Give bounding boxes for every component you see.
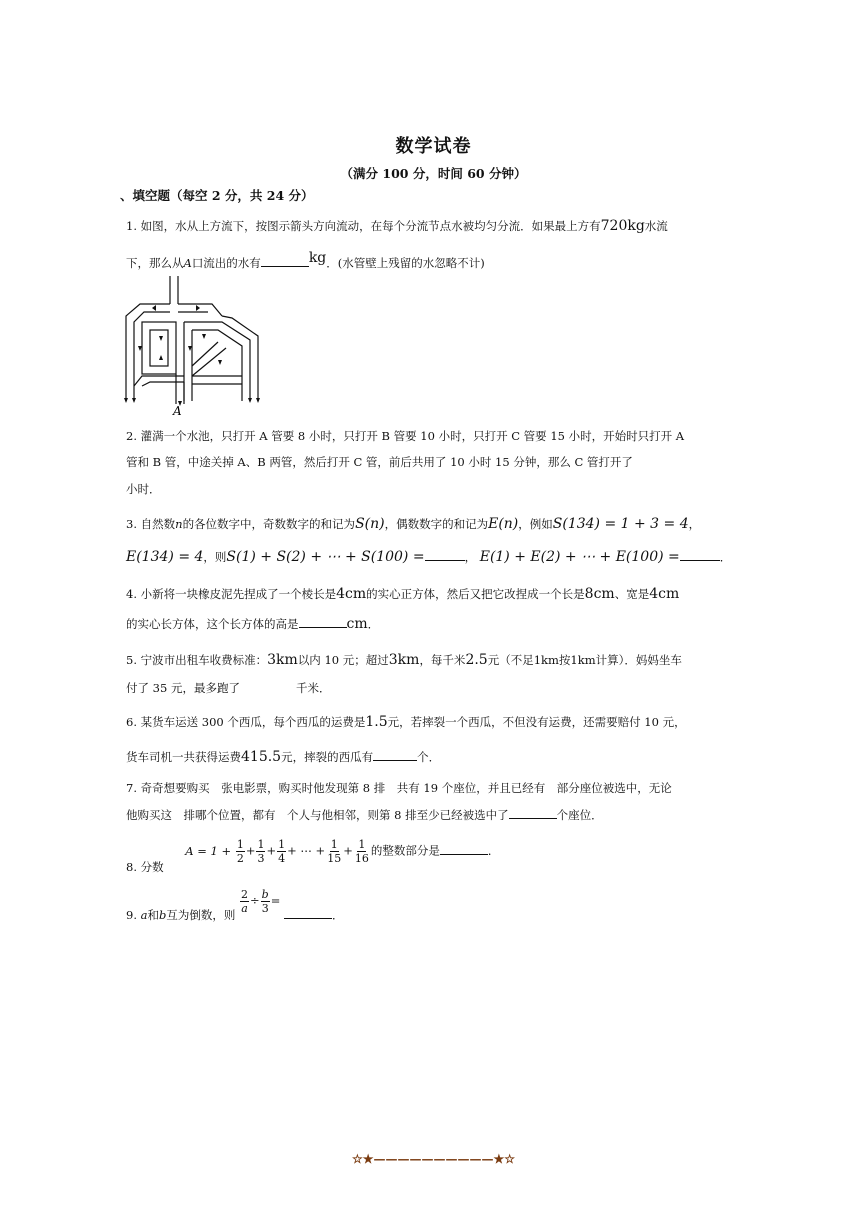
question-text: 的整数部分是 [370,843,440,858]
math-expr: + ⋯ + [287,843,326,858]
answer-blank[interactable] [299,615,347,628]
math-value: 415.5 [241,749,282,765]
question-text: 和 [147,907,159,922]
question-text: ，则 [203,550,227,564]
question-text: 5. 宁波市出租车收费标准： [126,653,268,667]
question-text: 的实心正方体，然后又把它改捏成一个长是 [366,587,585,601]
question-text: ． [487,843,500,858]
math-unit: kg [308,250,327,266]
fraction-denominator: 2 [236,852,244,865]
question-text: 货车司机一共获得运费 [126,750,241,764]
math-expr: A = 1 + [185,843,232,858]
math-var: A [183,256,192,270]
fraction-numerator: 2 [241,888,249,901]
question-8-line: 8. 分数 A = 1 + $\frac{1}{2}$ + $\frac{1}{3}$ + $\frac{1}{4}$ + ⋯ + $\frac{1}{15}$ + $\frac{1}{16}$ 的整数部分是 ． [126,838,500,874]
fraction-numerator: 1 [330,838,338,851]
outlet-label-a: A [173,404,182,416]
question-5-line-1 [126,652,682,668]
question-text: 他购买这 排哪个位置，都有 个人与他相邻，则第 8 排至少已经被选中了 [126,808,509,822]
question-4-line-1 [126,586,679,602]
question-text: 付了 35 元，最多跑了 [126,681,240,695]
question-text: ， [688,517,701,531]
fraction [326,838,342,865]
fraction [354,838,370,865]
question-4-line-2 [126,615,379,632]
question-2-line-1: 2. 灌满一个水池，只打开 A 管要 8 小时，只打开 B 管要 10 小时，只打开 C 管要 15 小时，开始时只打开 A [126,429,685,443]
question-text: 互为倒数，则 [166,907,236,922]
question-7-line-1: 7. 奇奇想要购买 张电影票，购买时他发现第 8 排 共有 19 个座位，并且已经有 部分座位被选中，无论 [126,781,672,795]
answer-blank[interactable] [440,842,488,855]
math-var: b [159,907,167,922]
math-value: 1km [533,653,559,667]
question-text: 9. [126,907,137,922]
question-text: 6. 某货车运送 300 个西瓜，每个西瓜的运费是 [126,715,366,729]
question-text: ． [719,550,732,564]
question-text: 口流出的水有 [191,256,261,270]
math-expr: E(n) [488,516,519,532]
question-text: 个座位． [556,808,603,822]
question-text: ． [332,907,344,922]
question-text: ．(水管壁上残留的水忽略不计) [326,256,485,270]
question-text: 4. 小新将一块橡皮泥先捏成了一个棱长是 [126,587,337,601]
math-value: 4cm [336,586,367,602]
question-text: 的实心长方体，这个长方体的高是 [126,617,299,631]
question-text: ，偶数数字的和记为 [384,517,489,531]
fraction-numerator: 1 [236,838,244,851]
question-2-line-2: 管和 B 管，中途关掉 A、B 两管，然后打开 C 管，前后共用了 10 小时 15 分钟，那么 C 管打开了 [126,455,633,469]
question-text: ． [367,617,380,631]
math-expr: S(n) [355,516,385,532]
question-text: 元，若摔裂一个西瓜，不但没有运费，还需要赔付 10 元， [387,715,686,729]
question-1-line-1 [126,218,668,234]
question-3-line-1 [126,516,700,532]
page-title: 数学试卷 [395,136,472,157]
question-text: 下，那么从 [126,256,184,270]
fraction [256,838,265,865]
fraction-denominator: 4 [278,852,286,865]
question-text: 计算）．妈妈坐车 [595,653,682,667]
question-text: 千米． [295,681,331,695]
math-value: 3km [267,652,298,668]
question-text: 、宽是 [614,587,650,601]
math-value: 8cm [584,586,615,602]
fraction-denominator: a [241,902,248,915]
question-text: ，每千米 [419,653,466,667]
answer-blank[interactable] [425,548,465,561]
fraction [240,888,249,915]
fraction [277,838,286,865]
question-9-line [126,888,344,922]
question-1-line-2 [126,250,485,271]
math-expr: E(1) + E(2) + ⋯ + E(100) = [479,549,680,565]
fraction-numerator: 1 [257,838,265,851]
question-text: 以内 10 元；超过 [297,653,389,667]
question-text: 8. 分数 [126,859,164,874]
math-value: 1.5 [365,714,388,730]
math-var: n [175,517,183,531]
math-unit: cm [346,616,368,632]
question-3-line-2 [126,548,731,565]
question-text: ，例如 [518,517,553,531]
page-subtitle: （满分 100 分，时间 60 分钟） [340,166,527,181]
fraction [261,888,270,915]
section-heading: 、填空题（每空 2 分，共 24 分） [120,188,314,203]
question-text: 元（不足 [487,653,534,667]
answer-blank[interactable] [509,806,557,819]
math-value: 2.5 [465,652,488,668]
question-text: ， [464,550,477,564]
fraction-denominator: 16 [354,852,369,865]
question-text: 1. 如图，水从上方流下，按图示箭头方向流动，在每个分流节点水被均匀分流．如果最上方有 [126,219,601,233]
answer-blank[interactable] [261,254,309,267]
question-2-line-3: 小时． [126,482,161,496]
fraction-denominator: 3 [257,852,265,865]
question-5-line-2 [126,680,330,696]
question-text: 个． [417,750,441,764]
question-6-line-2 [126,748,440,765]
answer-blank[interactable] [373,748,417,761]
question-text: 水流 [644,219,668,233]
question-text: 的各位数字中，奇数数字的和记为 [182,517,356,531]
fraction-numerator: 1 [278,838,286,851]
question-text: 元，摔裂的西瓜有 [281,750,374,764]
math-expr: S(134) = 1 + 3 = 4 [552,516,689,532]
water-pipe-diagram [122,276,272,416]
fraction [236,838,245,865]
math-expr: E(134) = 4 [126,549,204,565]
math-value: 3km [388,652,420,668]
answer-blank[interactable] [680,548,720,561]
math-expr: S(1) + S(2) + ⋯ + S(100) = [226,549,425,565]
page-footer-decoration: ☆★——————————★☆ [351,1152,516,1166]
fraction-denominator: 15 [327,852,342,865]
math-var: a [140,907,148,922]
question-text: 按 [558,653,571,667]
question-6-line-1 [126,714,686,730]
math-value: 4cm [649,586,680,602]
math-value: 1km [570,653,596,667]
math-op: = [270,893,281,908]
answer-blank[interactable] [284,906,332,919]
question-text: 3. 自然数 [126,517,176,531]
fraction-numerator: 1 [358,838,366,851]
question-7-line-2 [126,806,603,823]
math-value: 720kg [600,218,645,234]
fraction-denominator: 3 [261,902,269,915]
fraction-numerator: b [261,888,269,901]
math-op: ÷ [250,893,260,908]
